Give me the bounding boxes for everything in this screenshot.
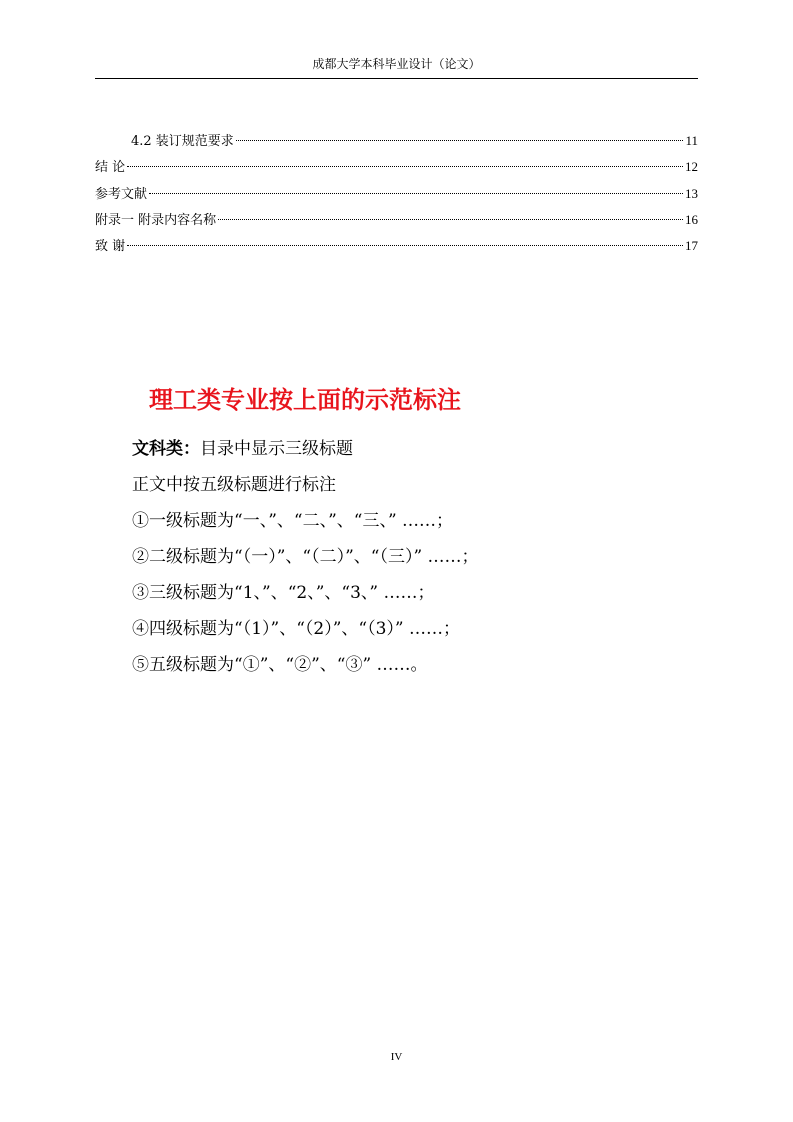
toc-entry-page: 11 bbox=[685, 133, 698, 148]
liberal-arts-text: 目录中显示三级标题 bbox=[200, 439, 353, 459]
toc-entry-page: 13 bbox=[685, 185, 698, 201]
header-rule bbox=[95, 78, 698, 79]
dot-leader bbox=[149, 193, 683, 194]
level-4-rule: ④四级标题为“（1）”、“（2）”、“（3）” ……； bbox=[132, 619, 460, 639]
dot-leader bbox=[236, 140, 684, 141]
heading-level-instructions bbox=[132, 438, 479, 690]
toc-entry-page: 17 bbox=[685, 238, 698, 254]
level-1-rule: ①一级标题为“一、”、“二、”、“三、” ……； bbox=[132, 511, 454, 531]
running-header: 成都大学本科毕业设计（论文） bbox=[312, 57, 481, 71]
level-5-rule: ⑤五级标题为“①”、“②”、“③” ……。 bbox=[132, 655, 428, 675]
body-heading-rule: 正文中按五级标题进行标注 bbox=[132, 475, 336, 495]
dot-leader bbox=[127, 245, 683, 246]
toc-entry-label: 参考文献 bbox=[95, 186, 148, 202]
toc-entry-label: 附录一 附录内容名称 bbox=[95, 212, 217, 228]
page-number: IV bbox=[390, 1051, 403, 1063]
toc-entry-references[interactable] bbox=[95, 185, 698, 211]
table-of-contents bbox=[95, 132, 698, 263]
toc-entry-appendix-1[interactable] bbox=[95, 211, 698, 237]
toc-entry-acknowledgements[interactable] bbox=[95, 237, 698, 263]
level-3-rule: ③三级标题为“1、”、“2、”、“3、” ……； bbox=[132, 583, 435, 603]
level-2-rule: ②二级标题为“（一）”、“（二）”、“（三）” ……； bbox=[132, 547, 479, 567]
toc-entry-label: 结 论 bbox=[95, 160, 126, 176]
science-engineering-notice: 理工类专业按上面的示范标注 bbox=[149, 385, 461, 414]
liberal-arts-label: 文科类： bbox=[132, 439, 200, 459]
toc-entry-page: 16 bbox=[685, 211, 698, 227]
liberal-arts-line bbox=[132, 438, 479, 474]
dot-leader bbox=[218, 219, 683, 220]
toc-entry-conclusion[interactable] bbox=[95, 158, 698, 184]
toc-entry-4-2[interactable] bbox=[95, 132, 698, 158]
dot-leader bbox=[127, 166, 683, 167]
toc-entry-label: 4.2 装订规范要求 bbox=[131, 134, 234, 149]
toc-entry-label: 致 谢 bbox=[95, 239, 126, 255]
toc-entry-page: 12 bbox=[685, 159, 698, 175]
